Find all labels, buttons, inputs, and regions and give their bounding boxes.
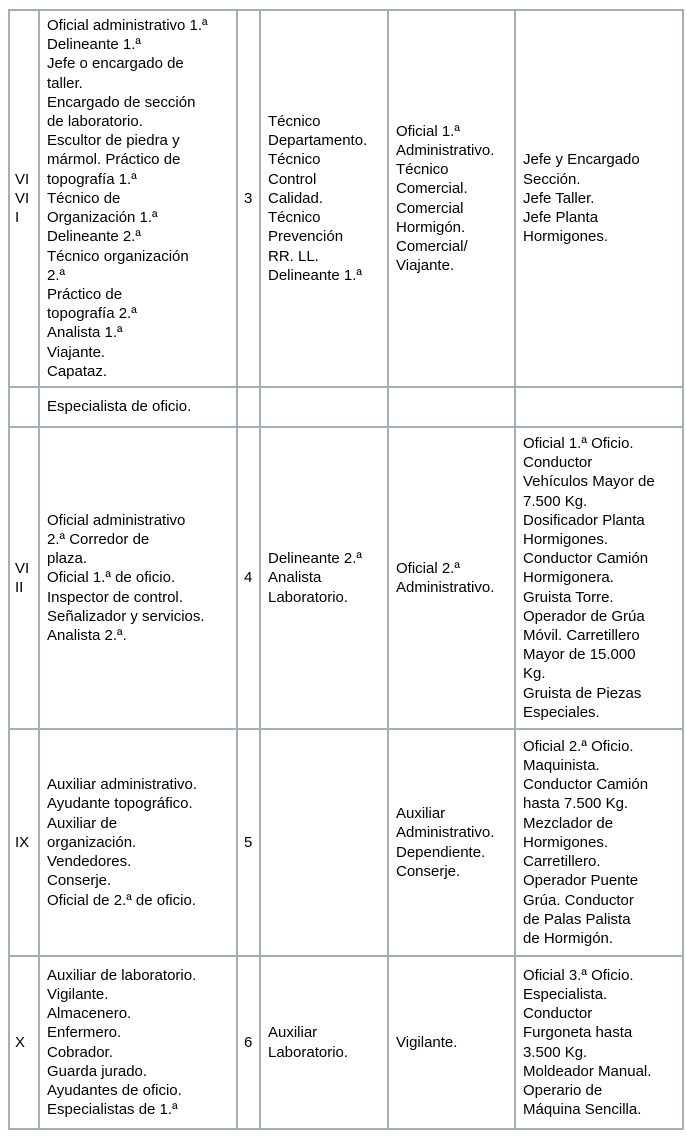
- cell-line: Oficial administrativo: [47, 511, 186, 529]
- cell-line: Auxiliar administrativo.: [47, 776, 198, 794]
- cell-line: IX: [15, 833, 30, 851]
- cell-line: Oficial 1.ª Oficio.: [523, 434, 634, 452]
- cell-line: Oficial 2.ª: [396, 559, 460, 577]
- cell-line: de laboratorio.: [47, 113, 143, 131]
- cell-line: Jefe y Encargado: [523, 151, 640, 169]
- cell-line: Conductor: [523, 454, 593, 472]
- cell-line: Máquina Sencilla.: [523, 1101, 642, 1119]
- cell-line: Auxiliar de laboratorio.: [47, 966, 197, 984]
- cell-line: Conserje.: [396, 862, 461, 880]
- cell-line: Delineante 2.ª: [268, 550, 362, 568]
- cell-line: Analista: [268, 569, 322, 587]
- cell-line: 7.500 Kg.: [523, 492, 588, 510]
- categories-cell: [39, 956, 237, 1129]
- table-row: [9, 427, 683, 729]
- cell-line: Encargado de sección: [47, 93, 196, 111]
- cell-line: Oficial 2.ª Oficio.: [523, 737, 634, 755]
- cell-line: Ayudante topográfico.: [47, 795, 193, 813]
- cell-line: Calidad.: [268, 189, 324, 207]
- cell-line: Viajante.: [47, 343, 106, 361]
- cell-line: Técnico de: [47, 189, 121, 207]
- level-cell: [237, 729, 260, 956]
- cell-line: 2.ª: [47, 266, 66, 284]
- cell-line: Administrativo.: [396, 579, 495, 596]
- cell-line: Conductor: [523, 1005, 593, 1023]
- cell-line: Vigilante.: [47, 985, 109, 1003]
- administrativos-cell: [388, 387, 515, 427]
- cell-line: Almacenero.: [47, 1005, 132, 1023]
- cell-line: Grúa. Conductor: [523, 891, 634, 909]
- cell-line: Vehículos Mayor de: [523, 473, 655, 491]
- cell-line: plaza.: [47, 550, 88, 568]
- cell-line: de Hormigón.: [523, 929, 614, 947]
- cell-line: organización.: [47, 833, 137, 851]
- cell-line: Viajante.: [396, 257, 455, 275]
- cell-line: Laboratorio.: [268, 1043, 349, 1061]
- cell-line: Administrativo.: [396, 141, 495, 159]
- cell-line: Vigilante.: [396, 1033, 458, 1051]
- tecnicos-cell: [260, 10, 388, 387]
- group-cell: [9, 427, 39, 729]
- categories-cell: [39, 387, 237, 427]
- cell-line: Auxiliar de: [47, 814, 118, 832]
- cell-line: Comercial/: [396, 237, 468, 255]
- categories-cell: [39, 10, 237, 387]
- cell-line: topografía 1.ª: [47, 170, 137, 188]
- cell-line: Móvil. Carretillero: [523, 627, 640, 644]
- tecnicos-cell: [260, 427, 388, 729]
- group-cell: [9, 729, 39, 956]
- cell-line: topografía 2.ª: [47, 305, 137, 323]
- cell-line: Operador Puente: [523, 872, 639, 890]
- cell-line: Técnico: [268, 113, 321, 131]
- cell-line: Carretillero.: [523, 853, 601, 871]
- cell-line: 6: [244, 1033, 253, 1051]
- cell-line: Operario de: [523, 1081, 603, 1099]
- cell-line: Departamento.: [268, 132, 368, 150]
- cell-line: Especialista.: [523, 985, 608, 1003]
- cell-line: Conserje.: [47, 872, 112, 890]
- operarios-cell: [515, 729, 683, 956]
- cell-line: Maquinista.: [523, 757, 600, 775]
- cell-line: Sección.: [523, 170, 581, 188]
- cell-line: Organización 1.ª: [47, 209, 158, 227]
- administrativos-cell: [388, 10, 515, 387]
- cell-line: Comercial.: [396, 180, 468, 198]
- cell-line: Laboratorio.: [268, 588, 349, 606]
- cell-line: 5: [244, 833, 253, 851]
- cell-line: Capataz.: [47, 362, 108, 380]
- cell-line: Conductor Camión: [523, 550, 649, 568]
- cell-line: Vendedores.: [47, 853, 132, 871]
- cell-line: Delineante 1.ª: [47, 36, 141, 54]
- administrativos-cell: [388, 956, 515, 1129]
- cell-line: VI: [15, 189, 30, 207]
- group-cell: [9, 956, 39, 1129]
- operarios-cell: [515, 387, 683, 427]
- cell-line: Técnico: [268, 209, 321, 227]
- cell-line: Furgoneta hasta: [523, 1024, 633, 1042]
- cell-line: Oficial 3.ª Oficio.: [523, 966, 634, 984]
- cell-line: Prevención: [268, 228, 344, 246]
- cell-line: 3.500 Kg.: [523, 1043, 588, 1061]
- cell-line: Moldeador Manual.: [523, 1062, 652, 1080]
- cell-line: Dosificador Planta: [523, 511, 645, 529]
- cell-line: Auxiliar: [268, 1024, 318, 1042]
- cell-line: Práctico de: [47, 285, 123, 303]
- cell-line: Comercial: [396, 199, 464, 217]
- cell-line: Enfermero.: [47, 1024, 122, 1042]
- administrativos-cell: [388, 427, 515, 729]
- cell-line: Operador de Grúa: [523, 607, 645, 625]
- cell-line: Especialista de oficio.: [47, 398, 192, 416]
- cell-line: Inspector de control.: [47, 588, 183, 606]
- cell-line: Oficial 1.ª: [396, 122, 460, 140]
- cell-line: Delineante 2.ª: [47, 228, 141, 246]
- cell-line: Escultor de piedra y: [47, 132, 180, 150]
- cell-line: VI: [15, 170, 30, 188]
- tecnicos-cell: [260, 387, 388, 427]
- cell-line: RR. LL.: [268, 247, 319, 265]
- cell-line: Hormigones.: [523, 530, 609, 548]
- cell-line: Hormigonera.: [523, 569, 614, 587]
- cell-line: Jefe o encargado de: [47, 55, 184, 73]
- level-cell: [237, 427, 260, 729]
- cell-line: Técnico: [268, 151, 321, 169]
- operarios-cell: [515, 956, 683, 1129]
- group-cell: [9, 10, 39, 387]
- cell-line: 3: [244, 189, 253, 207]
- cell-line: Auxiliar: [396, 805, 446, 823]
- cell-line: Control: [268, 170, 317, 188]
- cell-line: mármol. Práctico de: [47, 151, 181, 169]
- cell-line: Hormigones.: [523, 833, 609, 851]
- cell-line: Dependiente.: [396, 843, 486, 861]
- table-row: [9, 387, 683, 427]
- cell-line: X: [15, 1033, 26, 1051]
- cell-line: taller.: [47, 74, 83, 92]
- table-row: [9, 956, 683, 1129]
- cell-line: 2.ª Corredor de: [47, 530, 150, 548]
- administrativos-cell: [388, 729, 515, 956]
- cell-line: Técnico organización: [47, 247, 189, 265]
- cell-line: Oficial administrativo 1.ª: [47, 17, 208, 35]
- cell-line: Jefe Planta: [523, 209, 599, 227]
- cell-line: VI: [15, 559, 30, 577]
- cell-line: Guarda jurado.: [47, 1062, 148, 1080]
- cell-line: Kg.: [523, 665, 546, 683]
- categories-table: [8, 9, 684, 1130]
- cell-line: Analista 1.ª: [47, 324, 123, 342]
- cell-line: Jefe Taller.: [523, 189, 595, 207]
- categories-cell: [39, 729, 237, 956]
- operarios-cell: [515, 10, 683, 387]
- level-cell: [237, 10, 260, 387]
- cell-line: Ayudantes de oficio.: [47, 1081, 182, 1099]
- level-cell: [237, 387, 260, 427]
- table-row: [9, 10, 683, 387]
- cell-line: Conductor Camión: [523, 776, 649, 794]
- cell-line: Gruista de Piezas: [523, 684, 642, 702]
- cell-line: Hormigón.: [396, 218, 466, 236]
- cell-line: Hormigones.: [523, 228, 609, 246]
- cell-line: de Palas Palista: [523, 910, 631, 928]
- cell-line: Señalizador y servicios.: [47, 607, 205, 625]
- tecnicos-cell: [260, 956, 388, 1129]
- level-cell: [237, 956, 260, 1129]
- group-cell: [9, 387, 39, 427]
- cell-line: Especialistas de 1.ª: [47, 1101, 178, 1119]
- cell-line: hasta 7.500 Kg.: [523, 795, 629, 813]
- table-row: [9, 729, 683, 956]
- operarios-cell: [515, 427, 683, 729]
- cell-line: Administrativo.: [396, 824, 495, 842]
- cell-line: Analista 2.ª.: [47, 627, 127, 644]
- categories-cell: [39, 427, 237, 729]
- cell-line: Delineante 1.ª: [268, 266, 362, 284]
- cell-line: Mezclador de: [523, 814, 614, 832]
- cell-line: Mayor de 15.000: [523, 646, 636, 664]
- cell-line: I: [15, 209, 20, 227]
- cell-line: Técnico: [396, 161, 449, 179]
- cell-line: Gruista Torre.: [523, 588, 614, 606]
- cell-line: II: [15, 579, 24, 596]
- cell-line: 4: [244, 569, 253, 587]
- cell-line: Especiales.: [523, 703, 600, 721]
- cell-line: Oficial de 2.ª de oficio.: [47, 891, 196, 909]
- tecnicos-cell: [260, 729, 388, 956]
- cell-line: Cobrador.: [47, 1043, 113, 1061]
- cell-line: Oficial 1.ª de oficio.: [47, 569, 176, 587]
